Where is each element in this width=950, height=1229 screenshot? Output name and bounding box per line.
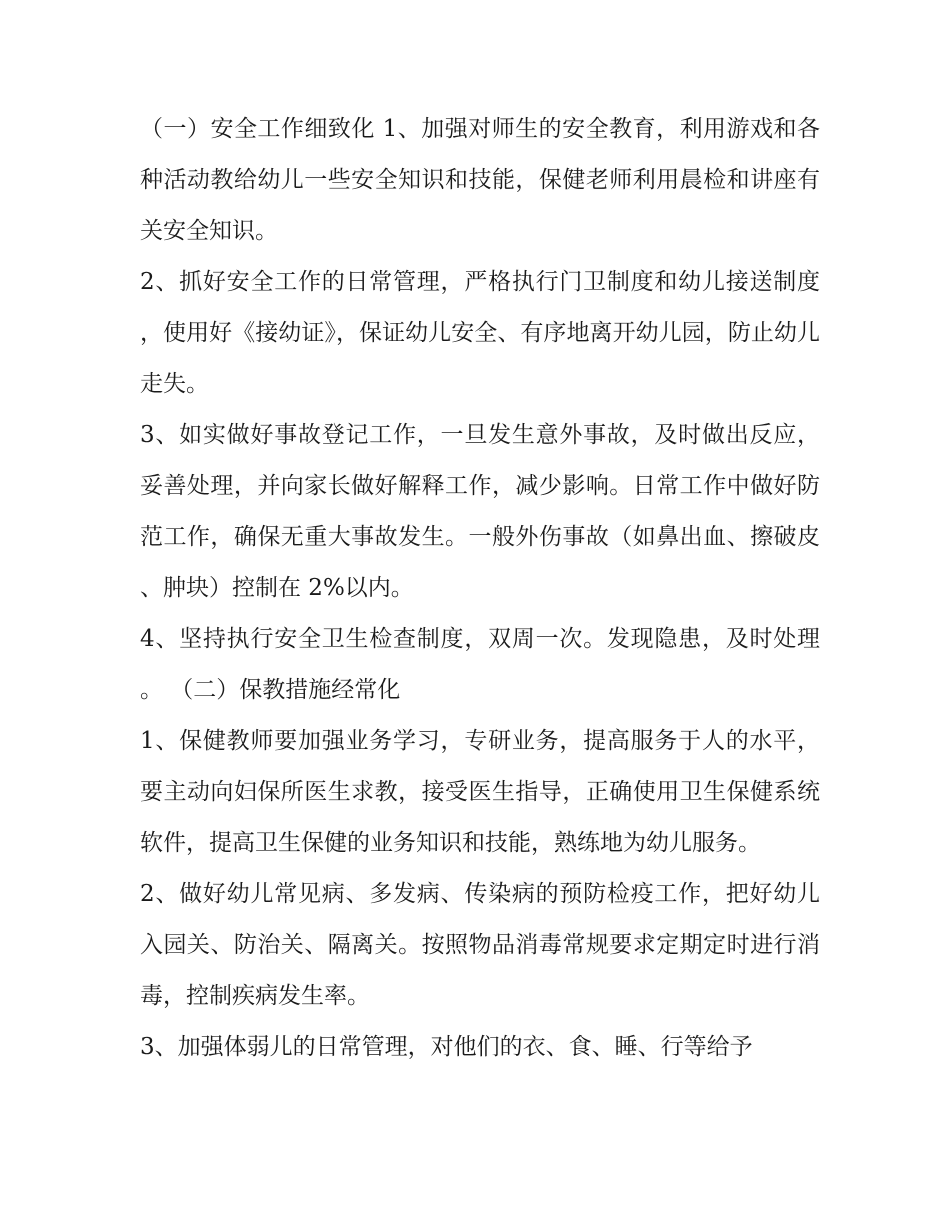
- paragraph-disease-prevention: 2、做好幼儿常见病、多发病、传染病的预防检疫工作，把好幼儿入园关、防治关、隔离关。按照物品消毒常规要求定期定时进行消毒，控制疾病发生率。: [140, 881, 820, 1009]
- paragraph-daily-management: 2、抓好安全工作的日常管理，严格执行门卫制度和幼儿接送制度，使用好《接幼证》，保证幼儿安全、有序地离开幼儿园，防止幼儿走失。: [140, 269, 820, 397]
- document-body: [140, 104, 820, 1073]
- paragraph-accident-registration: 3、如实做好事故登记工作，一旦发生意外事故，及时做出反应，妥善处理，并向家长做好解释工作，减少影响。日常工作中做好防范工作，确保无重大事故发生。一般外伤事故（如鼻出血、擦破皮、肿块）控制在 2%以内。: [140, 422, 820, 601]
- paragraph-safety-education: （一）安全工作细致化 1、加强对师生的安全教育，利用游戏和各种活动教给幼儿一些安全知识和技能，保健老师利用晨检和讲座有关安全知识。: [140, 116, 820, 244]
- paragraph-weak-children-care: 3、加强体弱儿的日常管理，对他们的衣、食、睡、行等给予: [140, 1034, 753, 1060]
- paragraph-inspection-system: 4、坚持执行安全卫生检查制度，双周一次。发现隐患，及时处理。 （二）保教措施经常化: [140, 626, 820, 703]
- paragraph-health-teacher-study: 1、保健教师要加强业务学习，专研业务，提高服务于人的水平，要主动向妇保所医生求教，接受医生指导，正确使用卫生保健系统软件，提高卫生保健的业务知识和技能，熟练地为幼儿服务。: [140, 728, 820, 856]
